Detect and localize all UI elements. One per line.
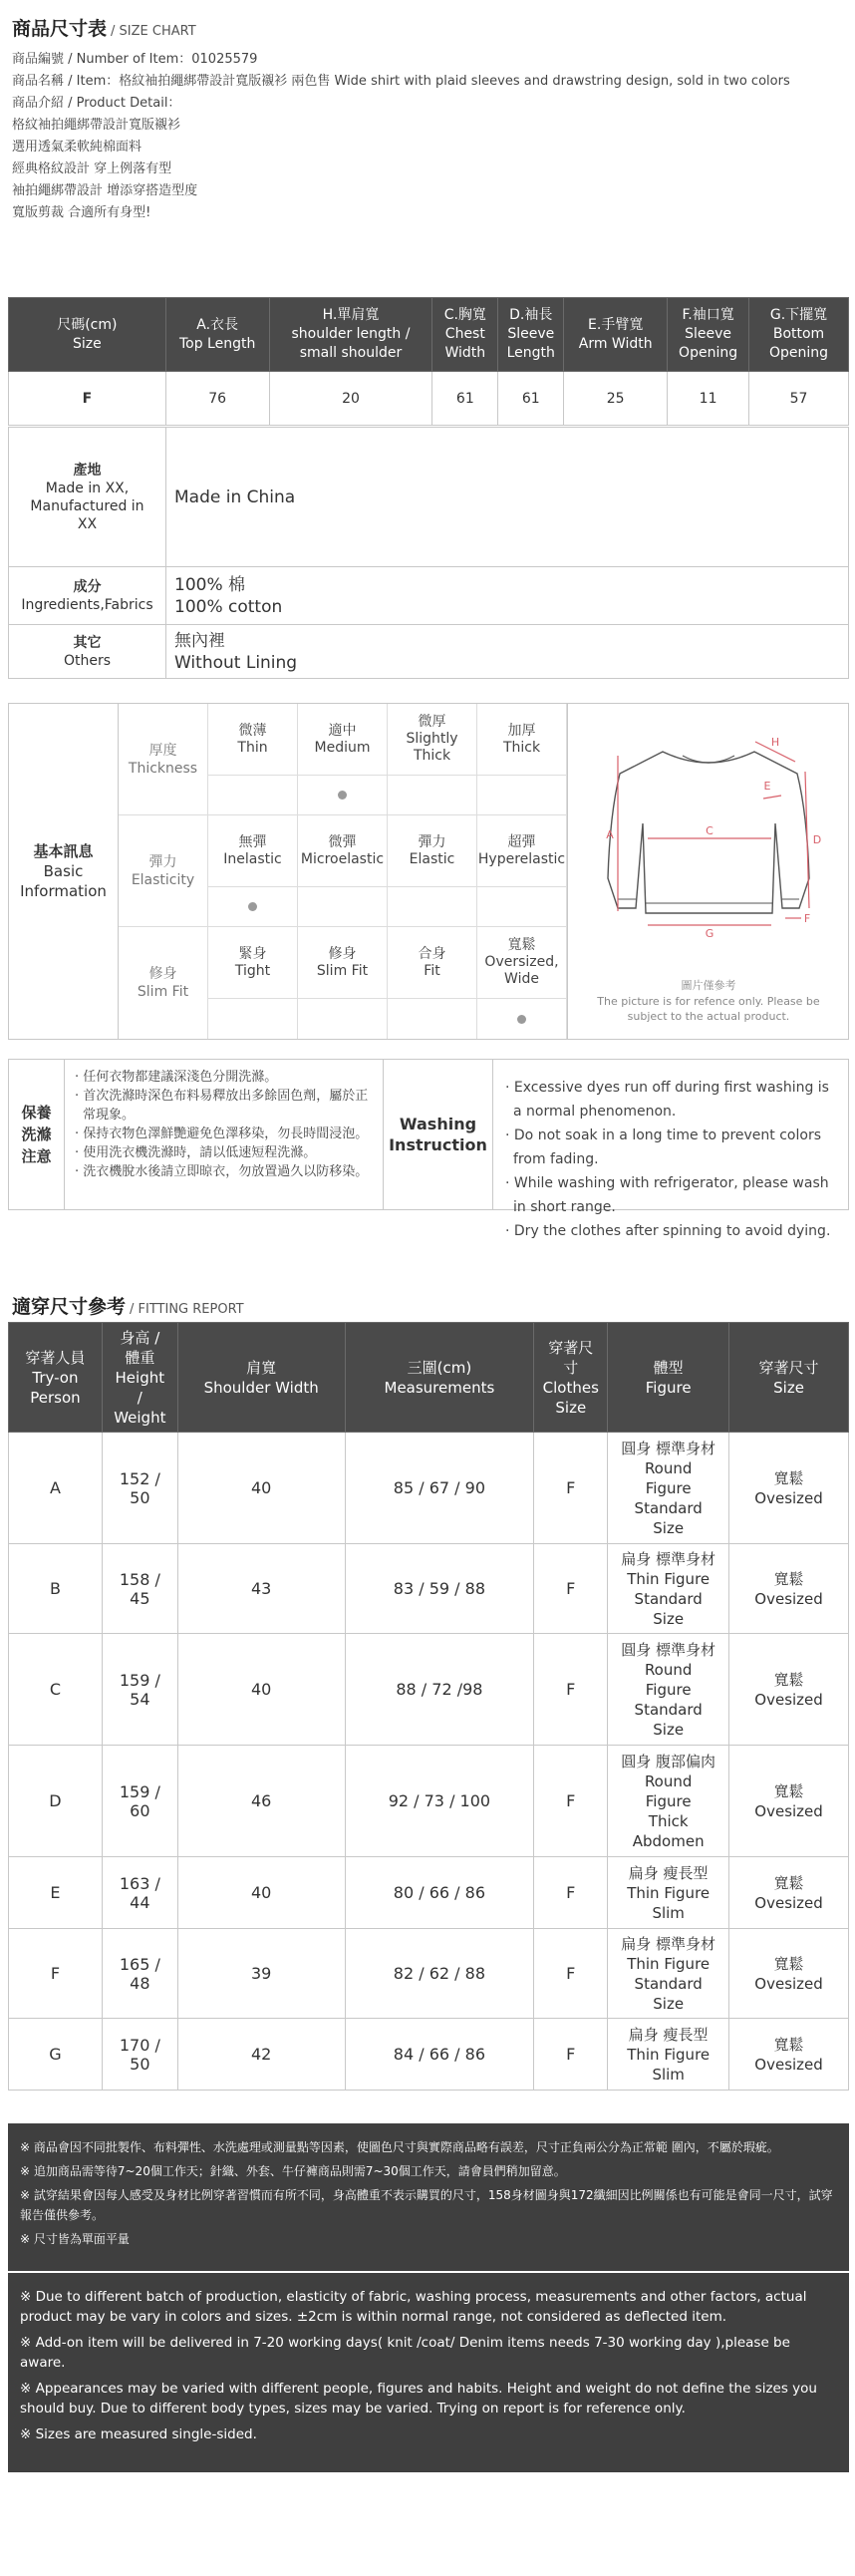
thickness-option: 微薄 Thin — [208, 704, 298, 776]
size-cell: 76 — [165, 372, 269, 426]
list-item: · While washing with refrigerator, please wash in short range. — [505, 1175, 829, 1215]
person-cell: C — [9, 1634, 103, 1746]
elasticity-label: 彈力 Elasticity — [119, 815, 208, 927]
diagram-note-zh: 圖片僅參考 — [681, 979, 736, 992]
size-cell: F — [9, 372, 166, 426]
fit-size-cell: 寬鬆 Ovesized — [729, 1929, 849, 2019]
washing-label-zh: 保養 洗滌 注意 — [9, 1060, 65, 1209]
list-item: · Excessive dyes run off during first washing is a normal phenomenon. — [505, 1080, 829, 1120]
diagram-letter: E — [763, 780, 771, 793]
figure-cell: 圓身 標準身材 Round Figure Standard Size — [608, 1433, 729, 1544]
fit-label: 修身 Slim Fit — [119, 927, 208, 1039]
item-name: 商品名稱 / Item：格紋袖拍繩綁帶設計寬版襯衫 兩色售 Wide shirt with plaid sleeves and drawstring design, sold in two colors — [12, 74, 790, 89]
size-cell: F — [534, 1929, 608, 2019]
figure-cell: 扁身 標準身材 Thin Figure Standard Size — [608, 1544, 729, 1634]
size-cell: F — [534, 1544, 608, 1634]
elasticity-option: 彈力 Elastic — [388, 815, 477, 887]
fit-option: 合身 Fit — [388, 927, 477, 999]
size-header: H.單肩寬 shoulder length / small shoulder — [269, 298, 432, 372]
elasticity-option: 微彈 Microelastic — [298, 815, 388, 887]
fit-size-cell: 寬鬆 Ovesized — [729, 1433, 849, 1544]
diagram-letter: C — [706, 824, 713, 837]
measurements-cell: 80 / 66 / 86 — [345, 1857, 534, 1929]
item-number: 商品編號 / Number of Item：01025579 — [12, 52, 258, 67]
measurements-cell: 85 / 67 / 90 — [345, 1433, 534, 1544]
diagram-letter: F — [803, 912, 811, 925]
elasticity-selector — [208, 887, 567, 927]
figure-cell: 扁身 瘦長型 Thin Figure Slim — [608, 1857, 729, 1929]
person-cell: D — [9, 1746, 103, 1857]
notes-panel — [8, 2123, 849, 2472]
size-cell: F — [534, 1634, 608, 1746]
fit-header: 穿著尺 寸 Clothes Size — [534, 1323, 608, 1433]
size-cell: 20 — [269, 372, 432, 426]
diagram-letter: H — [770, 736, 780, 749]
figure-cell: 扁身 標準身材 Thin Figure Standard Size — [608, 1929, 729, 2019]
product-header — [12, 14, 843, 224]
table-row — [9, 1929, 849, 2019]
fit-header: 三圍(cm) Measurements — [345, 1323, 534, 1433]
size-cell: 61 — [498, 372, 564, 426]
diagram-letter: G — [705, 927, 714, 940]
diagram-note-en: The picture is for refence only. Please be subject to the actual product. — [597, 995, 820, 1023]
size-header: A.衣長 Top Length — [165, 298, 269, 372]
table-row — [9, 1634, 849, 1746]
size-cell: F — [534, 1857, 608, 1929]
person-cell: F — [9, 1929, 103, 2019]
measurements-cell: 84 / 66 / 86 — [345, 2019, 534, 2091]
size-cell: 57 — [749, 372, 849, 426]
shoulder-cell: 40 — [177, 1857, 345, 1929]
others-value: 無內裡 Without Lining — [166, 625, 849, 679]
thickness-label: 厚度 Thickness — [119, 704, 208, 815]
detail-line: 經典格紋設計 穿上例落有型 — [12, 161, 172, 176]
measurements-cell: 82 / 62 / 88 — [345, 1929, 534, 2019]
fitting-table — [8, 1322, 849, 2091]
shoulder-cell: 43 — [177, 1544, 345, 1634]
figure-cell: 扁身 瘦長型 Thin Figure Slim — [608, 2019, 729, 2091]
washing-list-en — [493, 1060, 848, 1239]
list-item: · 保持衣物色澤鮮艷避免色澤移染，勿長時間浸泡。 — [75, 1127, 369, 1141]
size-cell: F — [534, 1433, 608, 1544]
shoulder-cell: 39 — [177, 1929, 345, 2019]
person-cell: E — [9, 1857, 103, 1929]
note-item: ※ Add-on item will be delivered in 7-20 working days( knit /coat/ Denim items needs 7-30 working day ),please be aware. — [20, 2335, 790, 2371]
table-row — [9, 372, 849, 426]
hw-cell: 159 / 60 — [102, 1746, 177, 1857]
person-cell: G — [9, 2019, 103, 2091]
diagram-letter: D — [812, 833, 822, 846]
size-cell: 11 — [668, 372, 749, 426]
detail-line: 格紋袖拍繩綁帶設計寬版襯衫 — [12, 118, 181, 133]
detail-line: 寬版剪裁 合適所有身型! — [12, 205, 151, 220]
fit-header: 肩寬 Shoulder Width — [177, 1323, 345, 1433]
fabric-value: 100% 棉 100% cotton — [166, 567, 849, 625]
fit-size-cell: 寬鬆 Ovesized — [729, 1857, 849, 1929]
list-item: · 洗衣機脫水後請立即晾衣，勿放置過久以防移染。 — [75, 1164, 369, 1179]
table-row — [9, 2019, 849, 2091]
selected-dot — [338, 791, 347, 800]
fit-size-cell: 寬鬆 Ovesized — [729, 1746, 849, 1857]
garment-diagram — [567, 704, 848, 1039]
detail-line: 袖拍繩綁帶設計 增添穿搭造型度 — [12, 183, 198, 198]
list-item: · Do not soak in a long time to prevent colors from fading. — [505, 1127, 821, 1167]
list-item: · Dry the clothes after spinning to avoid dying. — [505, 1223, 831, 1239]
origin-label: 產地 Made in XX, Manufactured in XX — [9, 428, 166, 567]
thickness-selector — [208, 776, 567, 815]
size-chart-title — [12, 14, 843, 41]
selected-dot — [248, 902, 257, 911]
washing-label-en: Washing Instruction — [384, 1060, 493, 1209]
notes-en — [8, 2273, 849, 2450]
hw-cell: 152 / 50 — [102, 1433, 177, 1544]
basic-info-label: 基本訊息 Basic Information — [9, 704, 119, 1039]
fitting-title: 適穿尺寸參考 / FITTING REPORT — [12, 1296, 244, 1318]
size-header: D.袖長 Sleeve Length — [498, 298, 564, 372]
hw-cell: 158 / 45 — [102, 1544, 177, 1634]
fit-header: 穿著人員 Try-on Person — [9, 1323, 103, 1433]
fit-header: 穿著尺寸 Size — [729, 1323, 849, 1433]
title-zh: 商品尺寸表 — [12, 18, 108, 40]
size-cell: 61 — [432, 372, 498, 426]
shoulder-cell: 42 — [177, 2019, 345, 2091]
hw-cell: 165 / 48 — [102, 1929, 177, 2019]
size-cell: 25 — [564, 372, 668, 426]
others-label: 其它 Others — [9, 625, 166, 679]
elasticity-option: 無彈 Inelastic — [208, 815, 298, 887]
detail-line: 選用透氣柔軟純棉面料 — [12, 140, 142, 155]
note-item: ※ 尺寸皆為單面平量 — [20, 2232, 130, 2246]
fabric-row — [9, 567, 849, 625]
shoulder-cell: 40 — [177, 1634, 345, 1746]
thickness-option: 加厚 Thick — [477, 704, 567, 776]
notes-zh — [8, 2123, 849, 2249]
size-header: E.手臂寬 Arm Width — [564, 298, 668, 372]
fit-option: 緊身 Tight — [208, 927, 298, 999]
washing-instruction — [8, 1059, 849, 1239]
figure-cell: 圓身 腹部偏肉 Round Figure Thick Abdomen — [608, 1746, 729, 1857]
measurements-cell: 83 / 59 / 88 — [345, 1544, 534, 1634]
measurements-cell: 88 / 72 /98 — [345, 1634, 534, 1746]
list-item: · 任何衣物都建議深淺色分開洗滌。 — [75, 1070, 278, 1085]
fit-selector — [208, 999, 567, 1039]
size-header: F.袖口寬 Sleeve Opening — [668, 298, 749, 372]
table-row — [9, 1746, 849, 1857]
fit-header: 身高 / 體重 Height / Weight — [102, 1323, 177, 1433]
washing-list-zh — [65, 1060, 384, 1209]
fit-header: 體型 Figure — [608, 1323, 729, 1433]
attribute-table — [8, 427, 849, 679]
fabric-label: 成分 Ingredients,Fabrics — [9, 567, 166, 625]
size-cell: F — [534, 2019, 608, 2091]
note-item: ※ Due to different batch of production, elasticity of fabric, washing process, measurements and other factors, actual product may be vary in colors and sizes. ±2cm is within normal range, not considered as deflected item. — [20, 2289, 807, 2325]
fit-option: 修身 Slim Fit — [298, 927, 388, 999]
size-header: G.下擺寬 Bottom Opening — [749, 298, 849, 372]
table-row — [9, 1544, 849, 1634]
note-item: ※ 商品會因不同批製作、布料彈性、水洗處理或測量點等因素，使圖色尺寸與實際商品略有誤差，尺寸正負兩公分為正常範 圍內，不屬於瑕疵。 — [20, 2140, 779, 2154]
origin-value: Made in China — [166, 428, 849, 567]
person-cell: B — [9, 1544, 103, 1634]
thickness-option: 微厚 Slightly Thick — [388, 704, 477, 776]
list-item: · 使用洗衣機洗滌時，請以低速短程洗滌。 — [75, 1145, 317, 1160]
note-item: ※ 追加商品需等待7~20個工作天；針織、外套、牛仔褲商品則需7~30個工作天，請會員們稍加留意。 — [20, 2164, 566, 2178]
thickness-option: 適中 Medium — [298, 704, 388, 776]
size-header: C.胸寬 Chest Width — [432, 298, 498, 372]
shoulder-cell: 46 — [177, 1746, 345, 1857]
others-row — [9, 625, 849, 679]
fit-size-cell: 寬鬆 Ovesized — [729, 2019, 849, 2091]
sweater-measurement-icon — [568, 704, 849, 983]
shoulder-cell: 40 — [177, 1433, 345, 1544]
hw-cell: 163 / 44 — [102, 1857, 177, 1929]
measurements-cell: 92 / 73 / 100 — [345, 1746, 534, 1857]
note-item: ※ Appearances may be varied with different people, figures and habits. Height and weight do not define the sizes you should buy. Due to different body types, sizes may be varied. Trying on report is for reference only. — [20, 2381, 817, 2416]
hw-cell: 159 / 54 — [102, 1634, 177, 1746]
detail-heading: 商品介紹 / Product Detail： — [12, 96, 181, 111]
fit-size-cell: 寬鬆 Ovesized — [729, 1634, 849, 1746]
fit-size-cell: 寬鬆 Ovesized — [729, 1544, 849, 1634]
list-item: · 首次洗滌時深色布料易釋放出多餘固色劑，屬於正常現象。 — [75, 1089, 369, 1123]
figure-cell: 圓身 標準身材 Round Figure Standard Size — [608, 1634, 729, 1746]
title-en: / SIZE CHART — [111, 24, 196, 39]
origin-row — [9, 428, 849, 567]
attribute-grid — [119, 704, 567, 1039]
size-table — [8, 297, 849, 426]
basic-info — [8, 703, 849, 1040]
table-row — [9, 1857, 849, 1929]
elasticity-option: 超彈 Hyperelastic — [477, 815, 567, 887]
diagram-letter: A — [606, 828, 614, 841]
fit-option: 寬鬆 Oversized, Wide — [477, 927, 567, 999]
note-item: ※ 試穿結果會因每人感受及身材比例穿著習慣而有所不同，身高體重不表示購買的尺寸，158身材圖身與172纖細因比例關係也有可能是會同一尺寸，試穿報告僅供參考。 — [20, 2188, 833, 2222]
table-row — [9, 1433, 849, 1544]
size-cell: F — [534, 1746, 608, 1857]
size-header: 尺碼(cm) Size — [9, 298, 166, 372]
note-item: ※ Sizes are measured single-sided. — [20, 2426, 257, 2442]
hw-cell: 170 / 50 — [102, 2019, 177, 2091]
person-cell: A — [9, 1433, 103, 1544]
selected-dot — [517, 1015, 526, 1024]
